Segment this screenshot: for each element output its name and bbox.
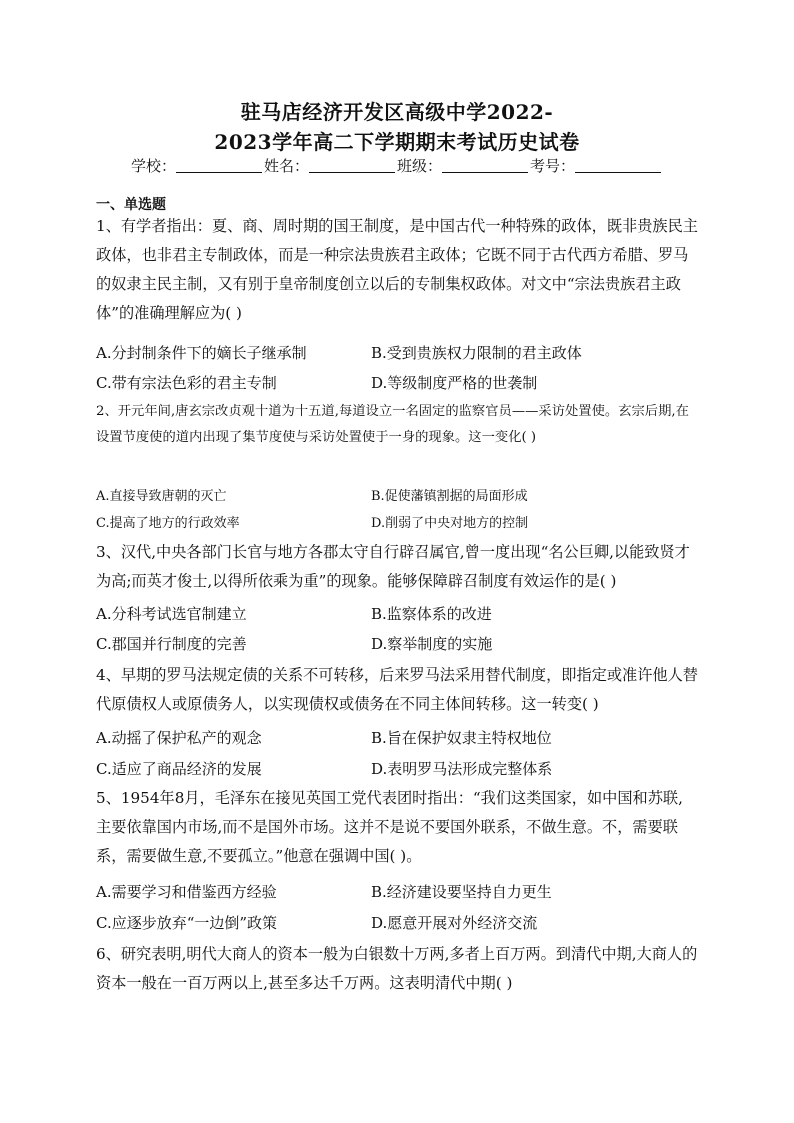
exam-title-line1: 驻马店经济开发区高级中学2022- (240, 100, 554, 124)
school-label: 学校： (130, 157, 176, 175)
class-label: 班级： (397, 157, 443, 175)
question-2-option-d: D.削弱了中央对地方的控制 (371, 516, 529, 531)
question-5-option-c: C.应逐步放弃“一边倒”政策 (96, 914, 278, 932)
exam-number-label: 考号： (530, 157, 576, 175)
question-5-text: 5、1954年8月，毛泽东在接见英国工党代表团时指出：“我们这类国家，如中国和苏联,主要依靠国内市场,而不是国外市场。这并不是说不要国外联系，不做生意。不，需要联系，需要做生意,不要孤立。”他意在强调中国( )。 (96, 789, 683, 865)
question-4-option-d: D.表明罗马法形成完整体系 (371, 760, 553, 778)
question-1-option-c: C.带有宗法色彩的君主专制 (96, 374, 277, 392)
question-5-option-d: D.愿意开展对外经济交流 (371, 914, 538, 932)
question-5-option-b: B.经济建设要坚持自力更生 (371, 883, 552, 901)
question-4-option-a: A.动摇了保护私产的观念 (96, 729, 262, 747)
school-blank (176, 158, 262, 173)
question-5-option-a: A.需要学习和借鉴西方经验 (96, 883, 277, 901)
question-4-option-c: C.适应了商品经济的发展 (96, 760, 262, 778)
question-4-option-b: B.旨在保护奴隶主特权地位 (371, 729, 552, 747)
question-3-option-d: D.察举制度的实施 (371, 635, 493, 653)
class-blank (442, 158, 528, 173)
question-3-option-c: C.郡国并行制度的完善 (96, 635, 247, 653)
exam-title-line2: 2023学年高二下学期期末考试历史试卷 (214, 130, 580, 154)
question-2-option-a: A.直接导致唐朝的灭亡 (96, 489, 227, 504)
question-4-text: 4、早期的罗马法规定债的关系不可转移，后来罗马法采用替代制度，即指定或准许他人替代原债权人或原债务人，以实现债权或债务在不同主体间转移。这一转变( ) (96, 666, 698, 713)
section-title: 一、单选题 (96, 197, 166, 213)
question-2-text: 2、开元年间,唐玄宗改贞观十道为十五道,每道设立一名固定的监察官员——采访处置使。玄宗后期,在设置节度使的道内出现了集节度使与采访处置使于一身的现象。这一变化( ) (96, 404, 689, 445)
question-2-option-b: B.促使藩镇割据的局面形成 (371, 489, 528, 504)
question-2-option-c: C.提高了地方的行政效率 (96, 516, 240, 531)
question-3-text: 3、汉代,中央各部门长官与地方各郡太守自行辟召属官,曾一度出现“名公巨卿,以能致贤才为高;而英才俊士,以得所依乘为重”的现象。能够保障辟召制度有效运作的是( ) (96, 543, 690, 590)
question-1-option-a: A.分封制条件下的嫡长子继承制 (96, 344, 307, 362)
student-info-row (0, 155, 794, 176)
question-6-text: 6、研究表明,明代大商人的资本一般为白银数十万两,多者上百万两。到清代中期,大商人的资本一般在一百万两以上,甚至多达千万两。这表明清代中期( ) (96, 945, 698, 992)
question-1-text: 1、有学者指出：夏、商、周时期的国王制度，是中国古代一种特殊的政体，既非贵族民主政体，也非君主专制政体，而是一种宗法贵族君主政体；它既不同于古代西方希腊、罗马的奴隶主民主制，又有别于皇帝制度创立以后的专制集权政体。对文中“宗法贵族君主政体”的准确理解应为( ) (96, 217, 698, 322)
name-label: 姓名： (263, 157, 309, 175)
exam-number-blank (575, 158, 661, 173)
name-blank (309, 158, 395, 173)
question-1-option-d: D.等级制度严格的世袭制 (371, 374, 538, 392)
question-3-option-b: B.监察体系的改进 (371, 605, 492, 623)
question-3-option-a: A.分科考试选官制建立 (96, 605, 247, 623)
question-1-option-b: B.受到贵族权力限制的君主政体 (371, 344, 582, 362)
